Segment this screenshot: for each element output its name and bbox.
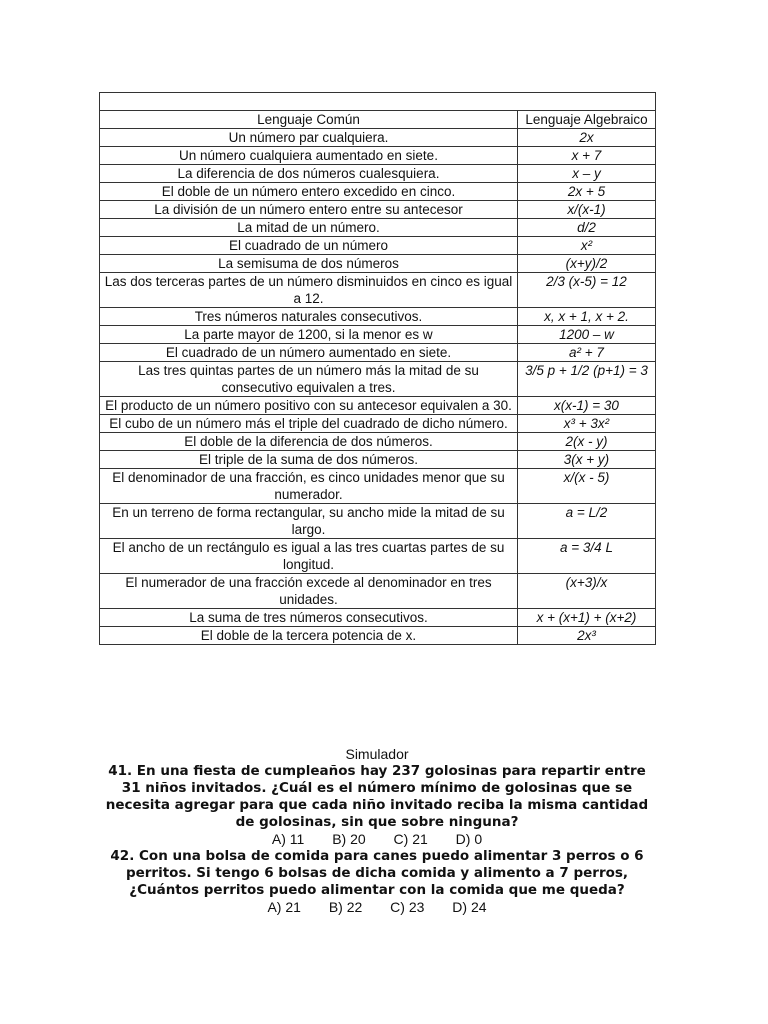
common-language-cell: El numerador de una fracción excede al denominador en tres unidades. xyxy=(100,574,518,609)
q42-option-d: D) 24 xyxy=(452,899,487,915)
algebraic-expression-cell: x + 7 xyxy=(518,147,656,165)
q41-option-d: D) 0 xyxy=(455,831,483,847)
algebraic-expression-cell: a = 3/4 L xyxy=(518,539,656,574)
algebraic-expression-cell: x + (x+1) + (x+2) xyxy=(518,609,656,627)
question-42-options xyxy=(99,899,655,916)
table-row xyxy=(100,574,656,609)
algebraic-expression-cell: 2x + 5 xyxy=(518,183,656,201)
simulator-title: Simulador xyxy=(345,746,409,762)
table-row xyxy=(100,165,656,183)
common-language-cell: La diferencia de dos números cualesquiera. xyxy=(100,165,518,183)
algebraic-expression-cell: x/(x-1) xyxy=(518,201,656,219)
q42-option-c: C) 23 xyxy=(390,899,425,915)
common-language-cell: El doble de un número entero excedido en cinco. xyxy=(100,183,518,201)
table-row xyxy=(100,147,656,165)
algebraic-expression-cell: x³ + 3x² xyxy=(518,415,656,433)
algebraic-expression-cell: a² + 7 xyxy=(518,344,656,362)
algebraic-expression-cell: 2/3 (x-5) = 12 xyxy=(518,273,656,308)
table-row xyxy=(100,344,656,362)
algebraic-expression-cell: 3/5 p + 1/2 (p+1) = 3 xyxy=(518,362,656,397)
common-language-cell: La parte mayor de 1200, si la menor es w xyxy=(100,326,518,344)
question-42-text: 42. Con una bolsa de comida para canes puedo alimentar 3 perros o 6 perritos. Si tengo 6 bolsas de dicha comida y alimento a 7 perros, ¿Cuántos perritos puedo alimentar con la comida que me queda? xyxy=(110,848,644,898)
header-common-language: Lenguaje Común xyxy=(100,111,518,129)
algebraic-expression-cell: x/(x - 5) xyxy=(518,469,656,504)
common-language-cell: La semisuma de dos números xyxy=(100,255,518,273)
table-row xyxy=(100,129,656,147)
algebraic-expression-cell: a = L/2 xyxy=(518,504,656,539)
common-language-cell: El ancho de un rectángulo es igual a las tres cuartas partes de su longitud. xyxy=(100,539,518,574)
common-language-cell: En un terreno de forma rectangular, su ancho mide la mitad de su largo. xyxy=(100,504,518,539)
algebraic-expression-cell: 2(x - y) xyxy=(518,433,656,451)
common-language-cell: El denominador de una fracción, es cinco unidades menor que su numerador. xyxy=(100,469,518,504)
common-language-cell: El doble de la tercera potencia de x. xyxy=(100,627,518,645)
header-algebraic-language: Lenguaje Algebraico xyxy=(518,111,656,129)
common-language-cell: El cuadrado de un número aumentado en siete. xyxy=(100,344,518,362)
common-language-cell: El producto de un número positivo con su antecesor equivalen a 30. xyxy=(100,397,518,415)
algebraic-expression-cell: d/2 xyxy=(518,219,656,237)
common-language-cell: La mitad de un número. xyxy=(100,219,518,237)
common-language-cell: Las dos terceras partes de un número disminuidos en cinco es igual a 12. xyxy=(100,273,518,308)
common-language-cell: Un número par cualquiera. xyxy=(100,129,518,147)
algebraic-expression-cell: 1200 – w xyxy=(518,326,656,344)
table-top-blank-row xyxy=(100,93,656,111)
algebraic-expression-cell: x, x + 1, x + 2. xyxy=(518,308,656,326)
table-header-row xyxy=(100,111,656,129)
table-row xyxy=(100,609,656,627)
algebraic-expression-cell: 2x³ xyxy=(518,627,656,645)
table-row xyxy=(100,504,656,539)
algebraic-expression-cell: (x+3)/x xyxy=(518,574,656,609)
table-row xyxy=(100,255,656,273)
table-row xyxy=(100,201,656,219)
algebraic-expression-cell: x – y xyxy=(518,165,656,183)
table-row xyxy=(100,627,656,645)
table-row xyxy=(100,273,656,308)
algebraic-expression-cell: 2x xyxy=(518,129,656,147)
table-row xyxy=(100,219,656,237)
q42-option-a: A) 21 xyxy=(267,899,301,915)
table-row xyxy=(100,237,656,255)
common-language-cell: El cubo de un número más el triple del cuadrado de dicho número. xyxy=(100,415,518,433)
table-row xyxy=(100,397,656,415)
table-row xyxy=(100,183,656,201)
table-row xyxy=(100,362,656,397)
common-language-cell: Un número cualquiera aumentado en siete. xyxy=(100,147,518,165)
algebraic-expression-cell: x(x-1) = 30 xyxy=(518,397,656,415)
table-row xyxy=(100,469,656,504)
common-language-cell: Tres números naturales consecutivos. xyxy=(100,308,518,326)
table-row xyxy=(100,539,656,574)
algebraic-expression-cell: 3(x + y) xyxy=(518,451,656,469)
table-row xyxy=(100,433,656,451)
table-row xyxy=(100,326,656,344)
common-language-cell: La suma de tres números consecutivos. xyxy=(100,609,518,627)
common-language-cell: El cuadrado de un número xyxy=(100,237,518,255)
common-language-cell: Las tres quintas partes de un número más la mitad de su consecutivo equivalen a tres. xyxy=(100,362,518,397)
algebraic-expression-cell: (x+y)/2 xyxy=(518,255,656,273)
table-row xyxy=(100,415,656,433)
q41-option-a: A) 11 xyxy=(271,831,305,847)
q42-option-b: B) 22 xyxy=(328,899,363,915)
q41-option-b: B) 20 xyxy=(332,831,366,847)
question-41-text: 41. En una fiesta de cumpleaños hay 237 golosinas para repartir entre 31 niños invitados. ¿Cuál es el número mínimo de golosinas que se necesita agregar para que cada niño invitado reciba la misma cantidad de golosinas, sin que sobre ninguna? xyxy=(105,763,649,830)
q41-option-c: C) 21 xyxy=(393,831,428,847)
table-row xyxy=(100,451,656,469)
common-language-cell: La división de un número entero entre su antecesor xyxy=(100,201,518,219)
simulator-section xyxy=(99,746,655,916)
common-language-cell: El triple de la suma de dos números. xyxy=(100,451,518,469)
question-41-options xyxy=(99,831,655,848)
language-table xyxy=(99,92,656,645)
table-row xyxy=(100,308,656,326)
common-language-cell: El doble de la diferencia de dos números. xyxy=(100,433,518,451)
algebraic-expression-cell: x² xyxy=(518,237,656,255)
